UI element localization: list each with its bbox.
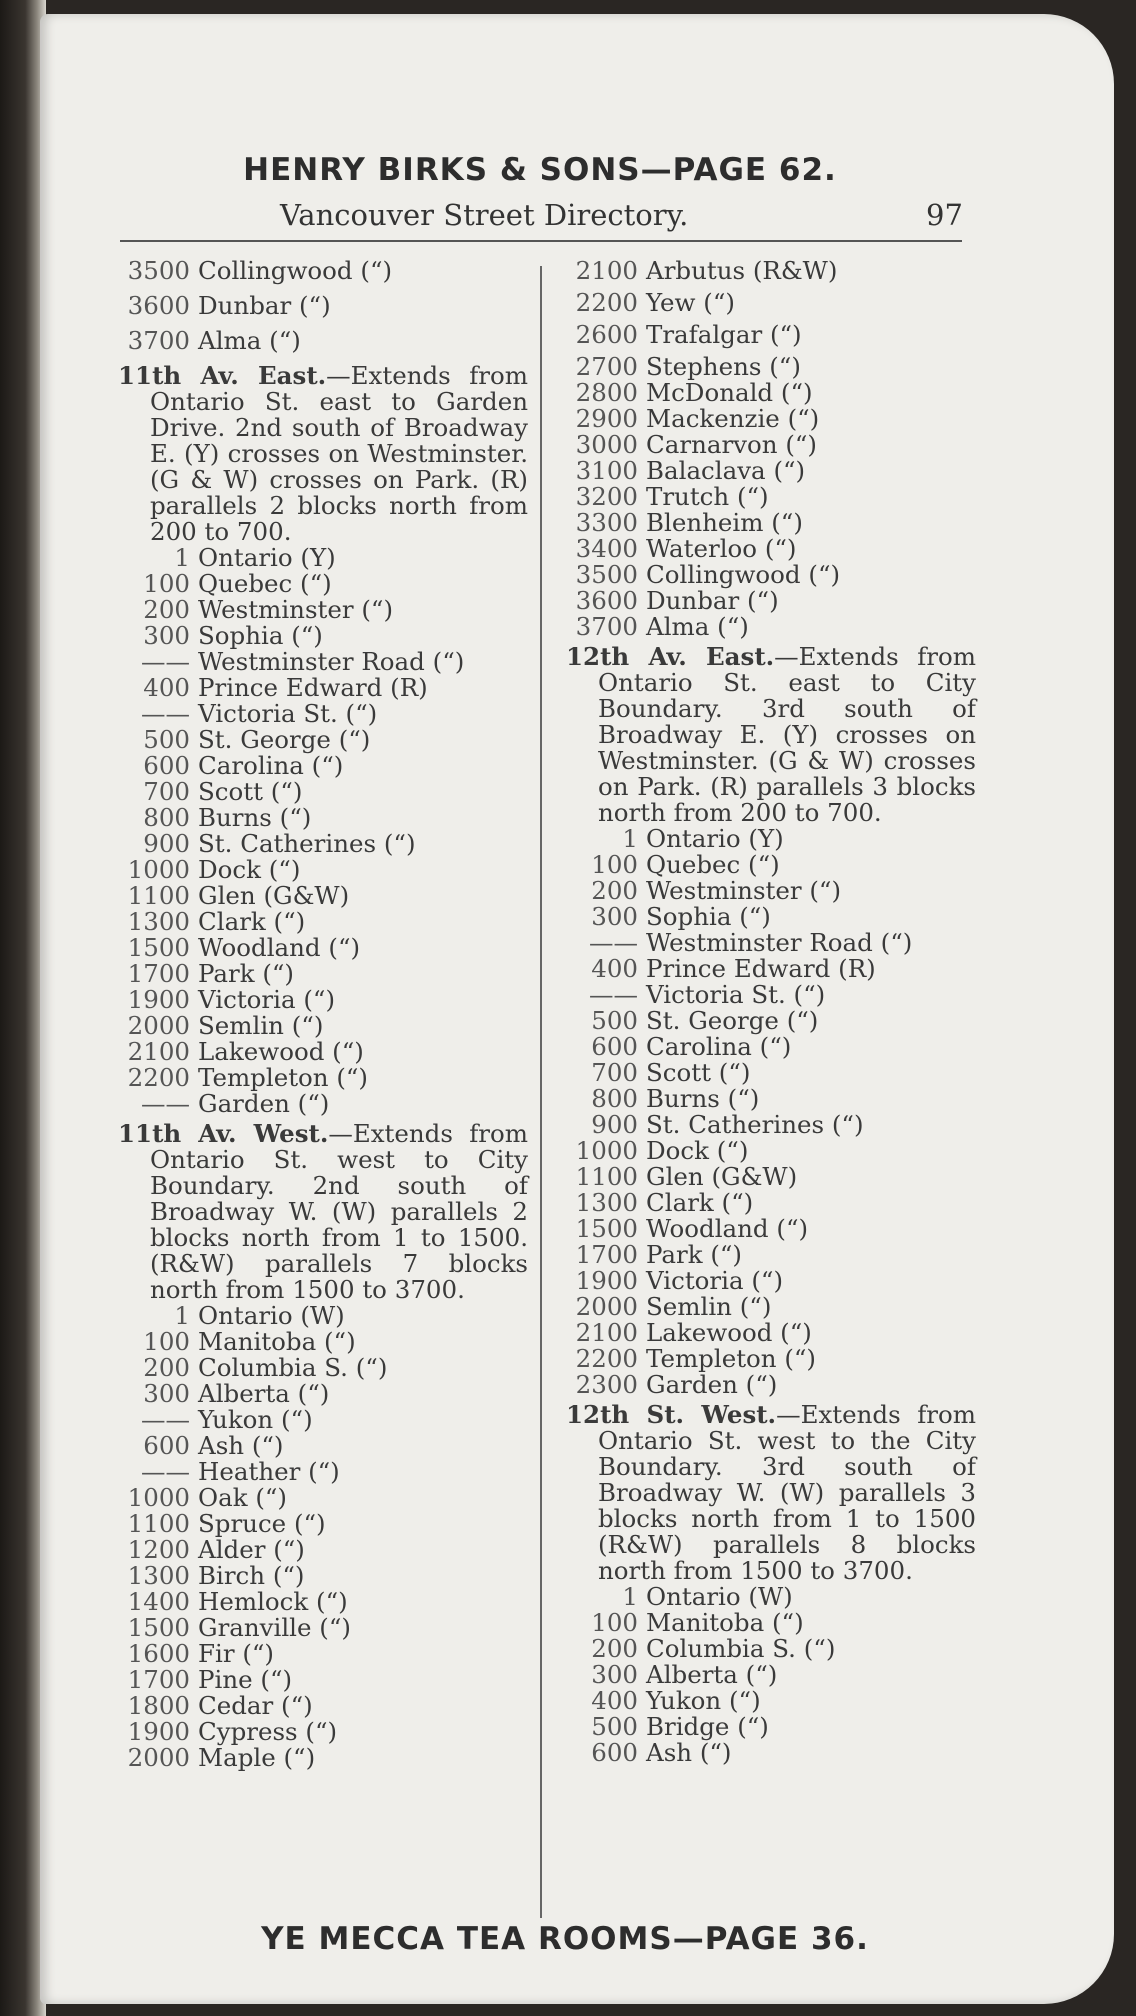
entry-number: 1900 <box>575 1266 638 1295</box>
directory-entry <box>566 322 976 348</box>
entry-number: 200 <box>591 876 638 905</box>
directory-entry <box>118 961 528 987</box>
entry-number: —— <box>589 980 638 1009</box>
entry-street-name: Alberta (“) <box>646 1660 778 1689</box>
entry-number: 2600 <box>575 320 638 349</box>
entry-street-name: Westminster (“) <box>646 876 842 905</box>
entry-number: 1500 <box>127 933 190 962</box>
entry-number: —— <box>141 1405 190 1434</box>
entry-street-name: Scott (“) <box>646 1058 751 1087</box>
directory-entry <box>118 571 528 597</box>
directory-entry <box>118 701 528 727</box>
entry-street-name: Alma (“) <box>198 326 301 355</box>
directory-page <box>40 14 1114 2004</box>
street-heading-description: —Extends from Ontario St. west to the City Boundary. 3rd south of Broadway W. (W) parallels 3 blocks north from 1 to 1500 (R&W) parallels 8 blocks north from 1500 to 3700. <box>598 1400 976 1585</box>
entry-number: 3700 <box>575 612 638 641</box>
entry-number: 1000 <box>127 1483 190 1512</box>
directory-entry <box>566 1164 976 1190</box>
entry-street-name: Carnarvon (“) <box>646 430 817 459</box>
entry-number: 500 <box>143 725 190 754</box>
entry-street-name: Spruce (“) <box>198 1509 326 1538</box>
directory-entry <box>566 1008 976 1034</box>
entry-street-name: Garden (“) <box>646 1370 778 1399</box>
directory-entry <box>566 536 976 562</box>
directory-entry <box>118 779 528 805</box>
directory-entry <box>566 458 976 484</box>
entry-street-name: Woodland (“) <box>646 1214 809 1243</box>
directory-entry <box>118 1537 528 1563</box>
entry-street-name: Birch (“) <box>198 1561 305 1590</box>
entry-street-name: Ontario (Y) <box>198 543 336 572</box>
directory-entry <box>566 982 976 1008</box>
entry-street-name: Dock (“) <box>198 855 301 884</box>
entry-street-name: Pine (“) <box>198 1665 293 1694</box>
entry-street-name: Semlin (“) <box>198 1011 324 1040</box>
entry-number: 300 <box>591 1660 638 1689</box>
entry-street-name: Clark (“) <box>646 1188 754 1217</box>
directory-entry <box>118 1039 528 1065</box>
directory-entry <box>566 562 976 588</box>
entry-number: 2000 <box>575 1292 638 1321</box>
directory-entry <box>566 1372 976 1398</box>
entry-street-name: Clark (“) <box>198 907 306 936</box>
directory-entry <box>566 290 976 316</box>
entry-number: 1100 <box>127 881 190 910</box>
entry-number: —— <box>141 699 190 728</box>
entry-number: 3400 <box>575 534 638 563</box>
entry-number: 3500 <box>575 560 638 589</box>
entry-street-name: Balaclava (“) <box>646 456 806 485</box>
entry-street-name: Lakewood (“) <box>198 1037 364 1066</box>
entry-street-name: Ontario (W) <box>646 1582 793 1611</box>
directory-entry <box>566 484 976 510</box>
directory-entry <box>566 1138 976 1164</box>
entry-street-name: Westminster Road (“) <box>646 928 913 957</box>
entry-number: 400 <box>591 1686 638 1715</box>
entry-street-name: Collingwood (“) <box>646 560 841 589</box>
entry-number: 1000 <box>575 1136 638 1165</box>
directory-entry <box>118 623 528 649</box>
entry-number: 3700 <box>127 326 190 355</box>
entry-number: 2800 <box>575 378 638 407</box>
entry-number: 1400 <box>127 1587 190 1616</box>
entry-number: 1800 <box>127 1691 190 1720</box>
page-footer: YE MECCA TEA ROOMS—PAGE 36. <box>261 1921 869 1957</box>
entry-number: 900 <box>143 829 190 858</box>
directory-entry <box>118 1693 528 1719</box>
directory-entry <box>566 1060 976 1086</box>
entry-number: 1 <box>622 824 638 853</box>
directory-entry <box>118 1381 528 1407</box>
entry-number: 1600 <box>127 1639 190 1668</box>
entry-street-name: Glen (G&W) <box>646 1162 798 1191</box>
directory-entry <box>566 588 976 614</box>
entry-street-name: Maple (“) <box>198 1743 316 1772</box>
street-heading <box>566 1402 976 1584</box>
column-divider <box>540 266 542 1918</box>
entry-street-name: Ash (“) <box>198 1431 284 1460</box>
entry-street-name: Trafalgar (“) <box>646 320 802 349</box>
directory-entry <box>566 1086 976 1112</box>
entry-number: 3500 <box>127 256 190 285</box>
directory-entry <box>118 258 528 284</box>
entry-street-name: Columbia S. (“) <box>646 1634 836 1663</box>
entry-street-name: Granville (“) <box>198 1613 351 1642</box>
directory-entry <box>118 649 528 675</box>
entry-street-name: Cypress (“) <box>198 1717 338 1746</box>
street-heading-description: —Extends from Ontario St. east to City Boundary. 3rd south of Broadway E. (Y) crosses on Westminster. (G & W) crosses on Park. (R) parallels 3 blocks north from 200 to 700. <box>598 642 976 827</box>
entry-street-name: St. George (“) <box>198 725 371 754</box>
entry-street-name: Hemlock (“) <box>198 1587 348 1616</box>
entry-number: 2100 <box>575 1318 638 1347</box>
directory-entry <box>566 956 976 982</box>
directory-entry <box>566 1190 976 1216</box>
street-heading-description: —Extends from Ontario St. west to City Boundary. 2nd south of Broadway W. (W) parallels 2 blocks north from 1 to 1500. (R&W) parallels 7 blocks north from 1500 to 3700. <box>150 1119 528 1304</box>
entry-street-name: Trutch (“) <box>646 482 769 511</box>
entry-street-name: Burns (“) <box>646 1084 760 1113</box>
entry-number: 2300 <box>575 1370 638 1399</box>
entry-number: 1 <box>622 1582 638 1611</box>
directory-entry <box>118 805 528 831</box>
street-heading-name: 11th Av. West. <box>118 1119 329 1148</box>
entry-number: 400 <box>591 954 638 983</box>
entry-number: 2100 <box>127 1037 190 1066</box>
entry-street-name: Woodland (“) <box>198 933 361 962</box>
entry-number: 3600 <box>127 291 190 320</box>
entry-street-name: Ontario (Y) <box>646 824 784 853</box>
entry-number: 2700 <box>575 352 638 381</box>
directory-entry <box>566 826 976 852</box>
entry-number: 1 <box>174 543 190 572</box>
directory-entry <box>566 1242 976 1268</box>
entry-street-name: Victoria (“) <box>198 985 335 1014</box>
page-header-subtitle: Vancouver Street Directory. <box>280 198 689 232</box>
directory-entry <box>566 1662 976 1688</box>
entry-street-name: Templeton (“) <box>198 1063 368 1092</box>
entry-street-name: Semlin (“) <box>646 1292 772 1321</box>
entry-number: 1700 <box>575 1240 638 1269</box>
entry-street-name: Alma (“) <box>646 612 749 641</box>
directory-entry <box>566 614 976 640</box>
entry-street-name: Dunbar (“) <box>646 586 779 615</box>
entry-number: 1300 <box>127 907 190 936</box>
street-heading <box>118 363 528 545</box>
entry-street-name: Dock (“) <box>646 1136 749 1165</box>
entry-street-name: Alberta (“) <box>198 1379 330 1408</box>
entry-number: 3600 <box>575 586 638 615</box>
entry-number: 100 <box>591 850 638 879</box>
directory-entry <box>118 675 528 701</box>
directory-entry <box>118 883 528 909</box>
directory-entry <box>566 1636 976 1662</box>
entry-street-name: Ontario (W) <box>198 1301 345 1330</box>
entry-number: 3000 <box>575 430 638 459</box>
directory-entry <box>118 1091 528 1117</box>
entry-street-name: Bridge (“) <box>646 1712 769 1741</box>
entry-street-name: Stephens (“) <box>646 352 801 381</box>
directory-entry <box>566 852 976 878</box>
entry-number: 1900 <box>127 1717 190 1746</box>
entry-number: 1 <box>174 1301 190 1330</box>
entry-street-name: Burns (“) <box>198 803 312 832</box>
entry-street-name: Columbia S. (“) <box>198 1353 388 1382</box>
directory-entry <box>566 380 976 406</box>
entry-number: 1200 <box>127 1535 190 1564</box>
entry-street-name: Alder (“) <box>198 1535 305 1564</box>
directory-entry <box>566 1584 976 1610</box>
street-heading-name: 12th St. West. <box>566 1400 777 1429</box>
entry-number: 300 <box>143 621 190 650</box>
directory-entry <box>566 406 976 432</box>
directory-entry <box>118 1563 528 1589</box>
entry-street-name: Sophia (“) <box>646 902 771 931</box>
entry-street-name: Prince Edward (R) <box>646 954 876 983</box>
entry-street-name: Fir (“) <box>198 1639 274 1668</box>
directory-entry <box>566 510 976 536</box>
entry-street-name: Blenheim (“) <box>646 508 803 537</box>
entry-number: 600 <box>143 751 190 780</box>
entry-street-name: Victoria St. (“) <box>198 699 378 728</box>
directory-entry <box>566 1294 976 1320</box>
directory-entry <box>118 1589 528 1615</box>
entry-number: 700 <box>143 777 190 806</box>
street-heading <box>566 644 976 826</box>
entry-number: 1700 <box>127 959 190 988</box>
entry-number: —— <box>141 647 190 676</box>
directory-entry <box>118 1641 528 1667</box>
entry-number: 300 <box>143 1379 190 1408</box>
directory-entry <box>566 432 976 458</box>
entry-number: 500 <box>591 1006 638 1035</box>
right-column <box>566 258 976 1766</box>
entry-number: 2200 <box>575 288 638 317</box>
entry-street-name: Oak (“) <box>198 1483 287 1512</box>
street-heading-name: 12th Av. East. <box>566 642 775 671</box>
entry-number: 200 <box>143 595 190 624</box>
directory-entry <box>566 1688 976 1714</box>
directory-entry <box>118 1667 528 1693</box>
entry-street-name: Ash (“) <box>646 1738 732 1767</box>
entry-street-name: Quebec (“) <box>198 569 332 598</box>
entry-street-name: Park (“) <box>198 959 294 988</box>
entry-street-name: Westminster (“) <box>198 595 394 624</box>
entry-number: 600 <box>591 1738 638 1767</box>
left-column <box>118 258 528 1771</box>
entry-street-name: Mackenzie (“) <box>646 404 820 433</box>
directory-entry <box>118 753 528 779</box>
header-rule <box>120 240 962 242</box>
directory-entry <box>118 1485 528 1511</box>
entry-number: 1100 <box>127 1509 190 1538</box>
entry-number: 200 <box>143 1353 190 1382</box>
entry-street-name: St. George (“) <box>646 1006 819 1035</box>
street-heading-description: —Extends from Ontario St. east to Garden Drive. 2nd south of Broadway E. (Y) crosses on Westminster. (G & W) crosses on Park. (R) parallels 2 blocks north from 200 to 700. <box>150 361 528 546</box>
entry-number: 600 <box>591 1032 638 1061</box>
entry-number: 3200 <box>575 482 638 511</box>
entry-street-name: Cedar (“) <box>198 1691 313 1720</box>
entry-number: 100 <box>591 1608 638 1637</box>
directory-entry <box>118 1329 528 1355</box>
entry-number: 900 <box>591 1110 638 1139</box>
entry-number: 2100 <box>575 256 638 285</box>
entry-street-name: St. Catherines (“) <box>646 1110 864 1139</box>
entry-street-name: Westminster Road (“) <box>198 647 465 676</box>
directory-entry <box>118 1745 528 1771</box>
entry-street-name: Lakewood (“) <box>646 1318 812 1347</box>
directory-entry <box>566 1346 976 1372</box>
entry-number: 800 <box>591 1084 638 1113</box>
entry-number: 400 <box>143 673 190 702</box>
entry-street-name: Glen (G&W) <box>198 881 350 910</box>
entry-street-name: Victoria St. (“) <box>646 980 826 1009</box>
entry-number: 2900 <box>575 404 638 433</box>
entry-street-name: Victoria (“) <box>646 1266 783 1295</box>
entry-street-name: Heather (“) <box>198 1457 340 1486</box>
directory-entry <box>118 1407 528 1433</box>
entry-number: 1700 <box>127 1665 190 1694</box>
page-header-title: HENRY BIRKS & SONS—PAGE 62. <box>243 152 837 188</box>
entry-street-name: Dunbar (“) <box>198 291 331 320</box>
directory-entry <box>566 930 976 956</box>
entry-street-name: Quebec (“) <box>646 850 780 879</box>
street-heading-name: 11th Av. East. <box>118 361 327 390</box>
directory-entry <box>118 1615 528 1641</box>
entry-street-name: Manitoba (“) <box>646 1608 804 1637</box>
entry-number: 1900 <box>127 985 190 1014</box>
directory-entry <box>118 987 528 1013</box>
directory-entry <box>566 1714 976 1740</box>
entry-street-name: Scott (“) <box>198 777 303 806</box>
entry-street-name: Carolina (“) <box>646 1032 792 1061</box>
entry-number: 600 <box>143 1431 190 1460</box>
entry-street-name: Waterloo (“) <box>646 534 797 563</box>
directory-entry <box>118 1355 528 1381</box>
entry-number: 2000 <box>127 1011 190 1040</box>
directory-entry <box>118 935 528 961</box>
entry-number: 700 <box>591 1058 638 1087</box>
entry-street-name: Yukon (“) <box>646 1686 761 1715</box>
entry-street-name: Sophia (“) <box>198 621 323 650</box>
directory-entry <box>118 831 528 857</box>
entry-number: 3100 <box>575 456 638 485</box>
entry-number: —— <box>141 1457 190 1486</box>
entry-number: 300 <box>591 902 638 931</box>
entry-number: 800 <box>143 803 190 832</box>
directory-entry <box>118 597 528 623</box>
directory-entry <box>566 354 976 380</box>
directory-entry <box>566 1320 976 1346</box>
entry-street-name: Yew (“) <box>646 288 735 317</box>
entry-street-name: Collingwood (“) <box>198 256 393 285</box>
directory-entry <box>118 328 528 354</box>
entry-street-name: Arbutus (R&W) <box>646 256 838 285</box>
entry-number: 1300 <box>127 1561 190 1590</box>
directory-entry <box>118 909 528 935</box>
directory-entry <box>566 1740 976 1766</box>
directory-entry <box>566 1034 976 1060</box>
directory-entry <box>566 258 976 284</box>
entry-number: —— <box>589 928 638 957</box>
directory-entry <box>118 1013 528 1039</box>
entry-street-name: Garden (“) <box>198 1089 330 1118</box>
directory-entry <box>118 727 528 753</box>
directory-entry <box>118 1511 528 1537</box>
directory-entry <box>566 1112 976 1138</box>
entry-street-name: Templeton (“) <box>646 1344 816 1373</box>
entry-street-name: St. Catherines (“) <box>198 829 416 858</box>
directory-entry <box>566 904 976 930</box>
directory-entry <box>566 1610 976 1636</box>
entry-street-name: McDonald (“) <box>646 378 813 407</box>
directory-entry <box>118 1303 528 1329</box>
entry-number: 1100 <box>575 1162 638 1191</box>
directory-entry <box>566 878 976 904</box>
directory-entry <box>118 545 528 571</box>
directory-entry <box>118 1433 528 1459</box>
directory-entry <box>566 1268 976 1294</box>
directory-entry <box>566 1216 976 1242</box>
entry-number: —— <box>141 1089 190 1118</box>
street-heading <box>118 1121 528 1303</box>
directory-entry <box>118 293 528 319</box>
entry-street-name: Yukon (“) <box>198 1405 313 1434</box>
entry-number: 2000 <box>127 1743 190 1772</box>
directory-entry <box>118 1065 528 1091</box>
entry-street-name: Park (“) <box>646 1240 742 1269</box>
entry-number: 1000 <box>127 855 190 884</box>
page-number: 97 <box>926 198 963 232</box>
entry-number: 1500 <box>575 1214 638 1243</box>
entry-number: 1500 <box>127 1613 190 1642</box>
directory-entry <box>118 1459 528 1485</box>
entry-street-name: Carolina (“) <box>198 751 344 780</box>
entry-number: 100 <box>143 1327 190 1356</box>
entry-number: 2200 <box>127 1063 190 1092</box>
entry-number: 200 <box>591 1634 638 1663</box>
entry-number: 500 <box>591 1712 638 1741</box>
entry-street-name: Manitoba (“) <box>198 1327 356 1356</box>
entry-number: 3300 <box>575 508 638 537</box>
entry-number: 2200 <box>575 1344 638 1373</box>
directory-entry <box>118 857 528 883</box>
entry-number: 100 <box>143 569 190 598</box>
entry-number: 1300 <box>575 1188 638 1217</box>
directory-entry <box>118 1719 528 1745</box>
entry-street-name: Prince Edward (R) <box>198 673 428 702</box>
